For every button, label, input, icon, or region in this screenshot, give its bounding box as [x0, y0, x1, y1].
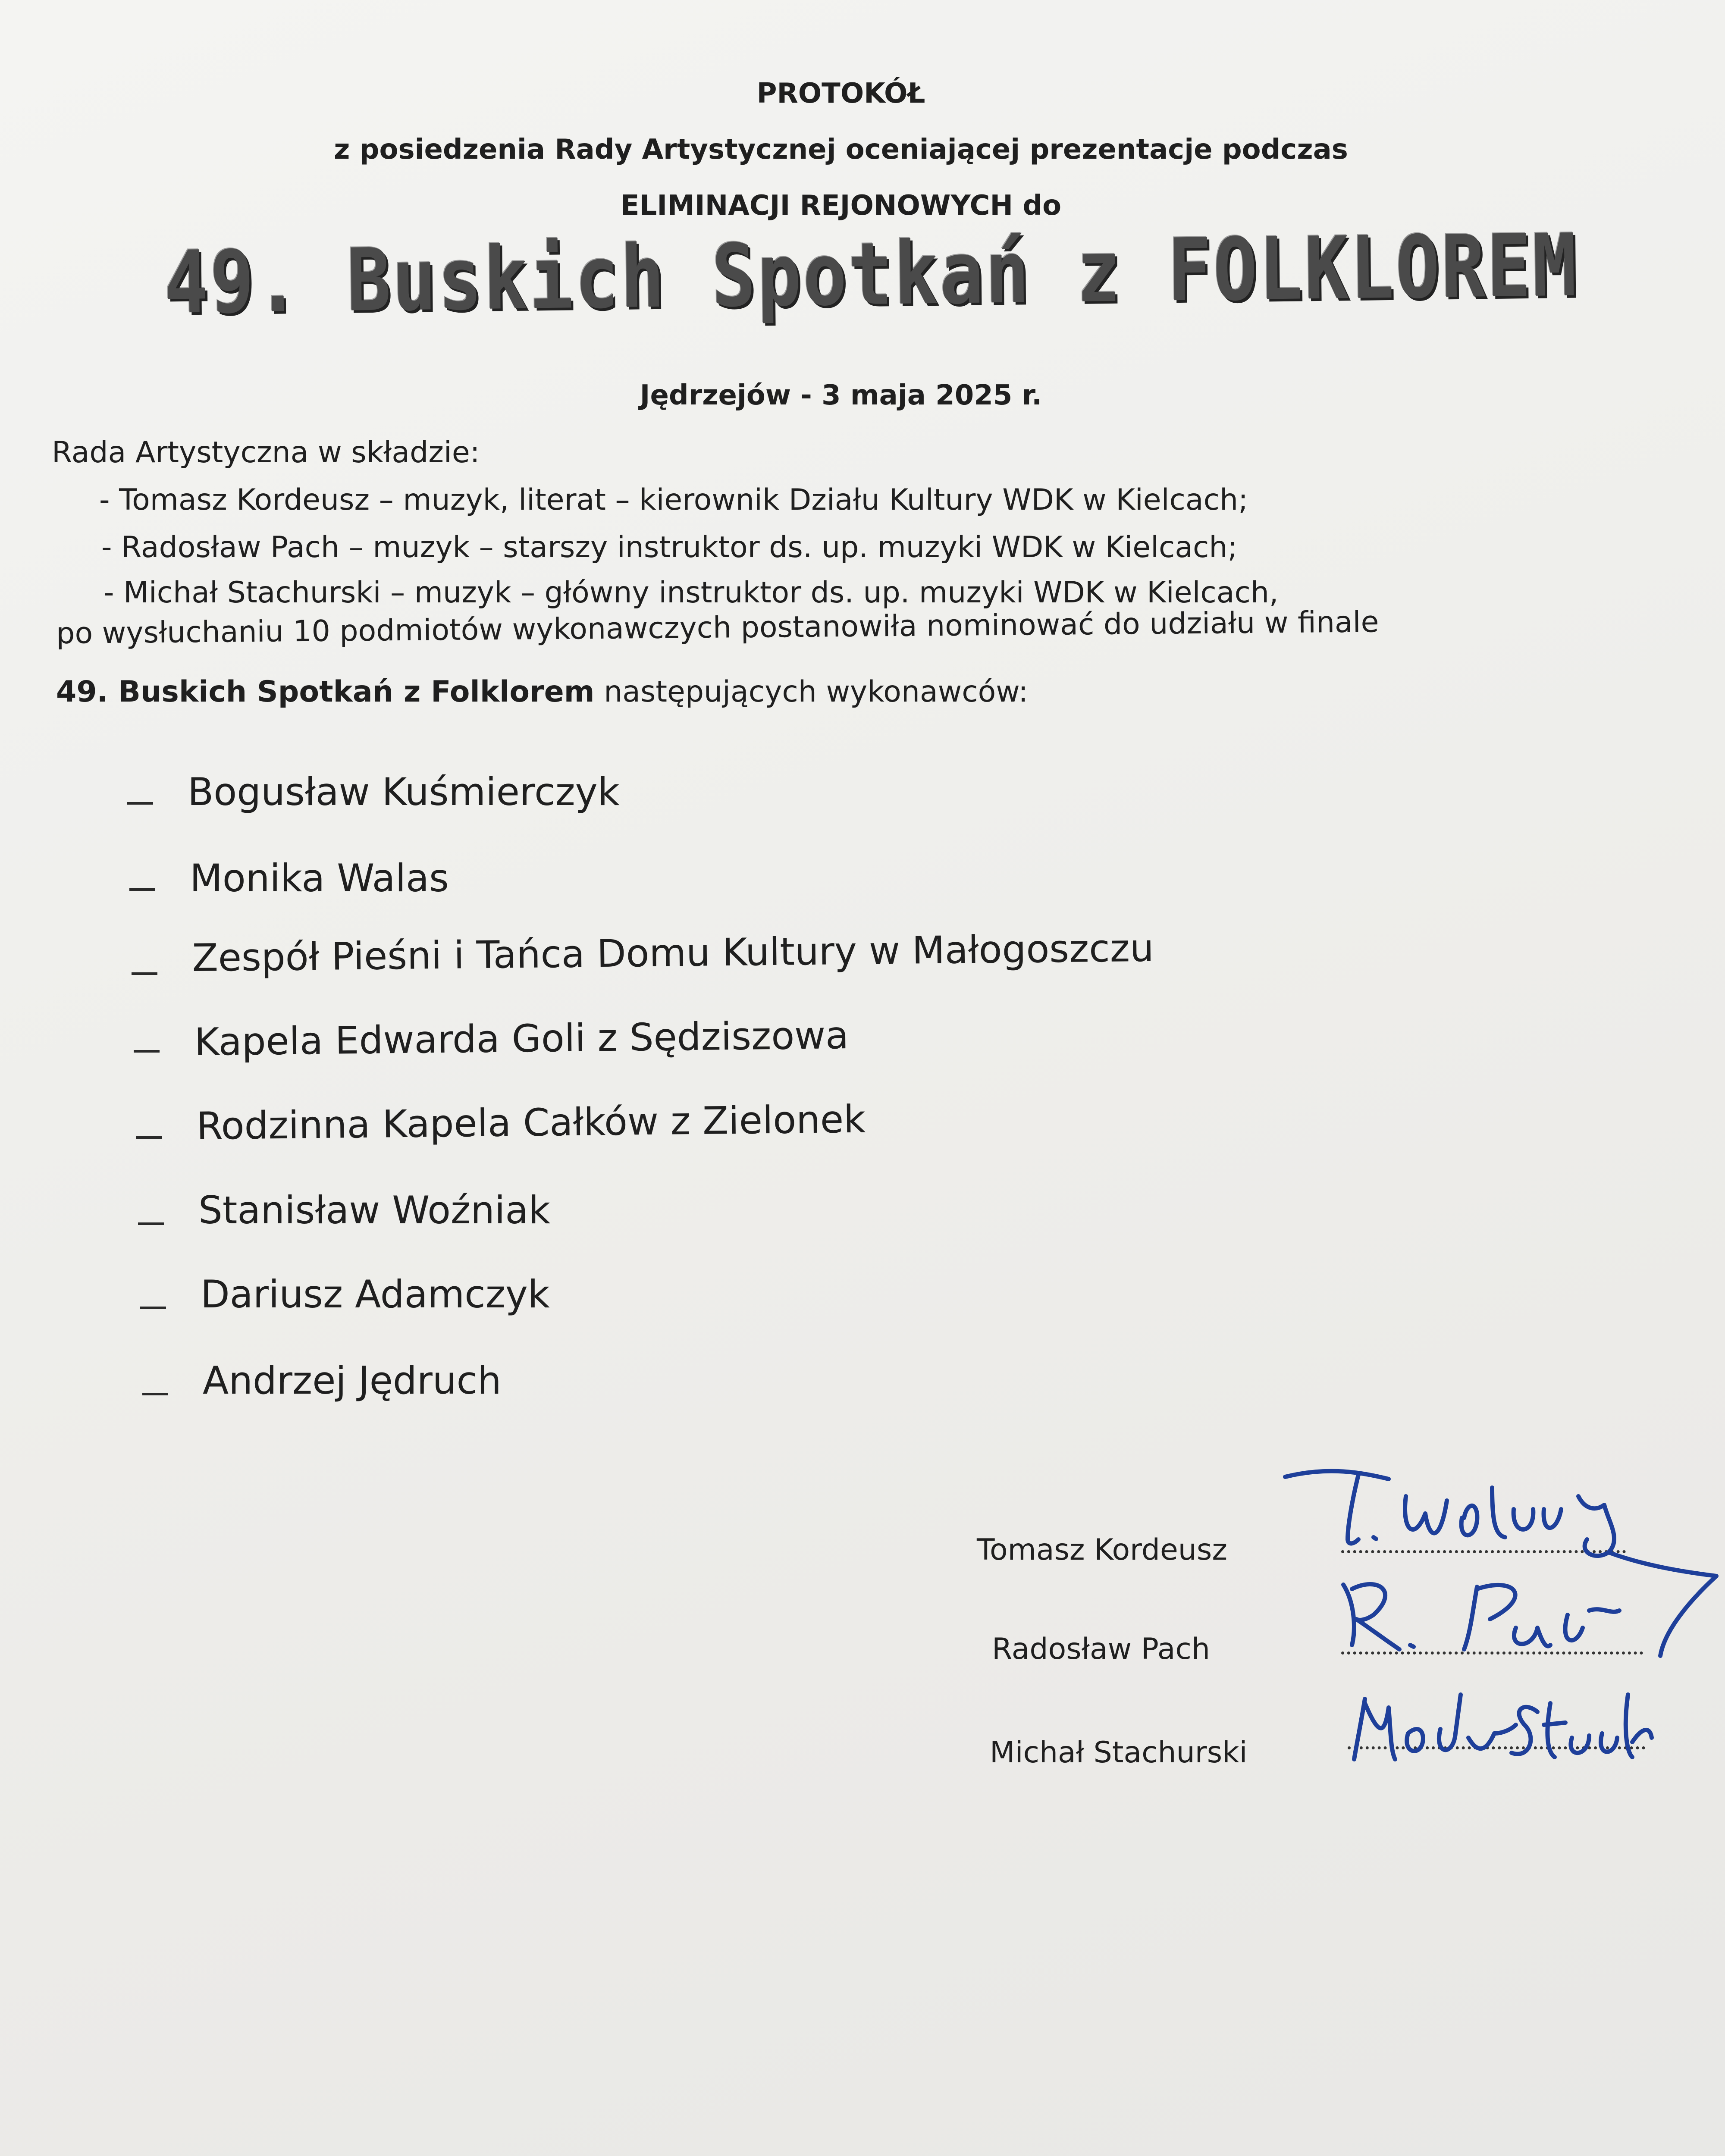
signatory-name: Radosław Pach	[992, 1632, 1210, 1666]
document-title: PROTOKÓŁ	[756, 78, 925, 110]
nominee-item: Stanisław Woźniak	[198, 1188, 551, 1232]
signature-radoslaw-pach	[1335, 1576, 1637, 1662]
list-dash	[136, 1136, 162, 1139]
signatory-name: Michał Stachurski	[990, 1736, 1248, 1770]
decision-line-rest: następujących wykonawców:	[594, 675, 1029, 709]
council-member: - Michał Stachurski – muzyk – główny instruktor ds. up. muzyki WDK w Kielcach,	[104, 576, 1279, 610]
place-date: Jędrzejów - 3 maja 2025 r.	[640, 379, 1042, 411]
header-line-1: z posiedzenia Rady Artystycznej oceniającej prezentacje podczas	[334, 134, 1348, 166]
list-dash	[132, 972, 157, 975]
nominee-item: Andrzej Jędruch	[203, 1358, 502, 1403]
nominee-item: Zespół Pieśni i Tańca Domu Kultury w Małogoszczu	[192, 925, 1154, 980]
signature-michal-stachurski	[1348, 1677, 1658, 1772]
list-dash	[134, 1050, 160, 1053]
nominee-item: Dariusz Adamczyk	[201, 1272, 550, 1316]
nominee-item: Rodzinna Kapela Całków z Zielonek	[196, 1097, 866, 1148]
council-member: - Radosław Pach – muzyk – starszy instruktor ds. up. muzyki WDK w Kielcach;	[101, 530, 1238, 564]
list-dash	[127, 802, 153, 805]
council-member: - Tomasz Kordeusz – muzyk, literat – kierownik Działu Kultury WDK w Kielcach;	[99, 483, 1248, 517]
nominee-item: Kapela Edwarda Goli z Sędziszowa	[194, 1013, 849, 1064]
header-line-2: ELIMINACJI REJONOWYCH do	[620, 190, 1062, 222]
council-intro: Rada Artystyczna w składzie:	[52, 436, 480, 470]
list-dash	[142, 1393, 168, 1395]
nominee-item: Monika Walas	[190, 856, 449, 900]
signatory-name: Tomasz Kordeusz	[977, 1533, 1228, 1567]
event-name-bold: 49. Buskich Spotkań z Folklorem	[56, 675, 595, 709]
list-dash	[140, 1307, 166, 1309]
decision-line-2	[56, 675, 1028, 709]
event-logo-title: 49. Buskich Spotkań z FOLKLOREM	[164, 215, 1579, 333]
decision-line: po wysłuchaniu 10 podmiotów wykonawczych postanowiła nominować do udziału w finale	[56, 605, 1379, 651]
list-dash	[129, 888, 155, 891]
nominee-item: Bogusław Kuśmierczyk	[188, 770, 620, 814]
list-dash	[138, 1222, 164, 1225]
